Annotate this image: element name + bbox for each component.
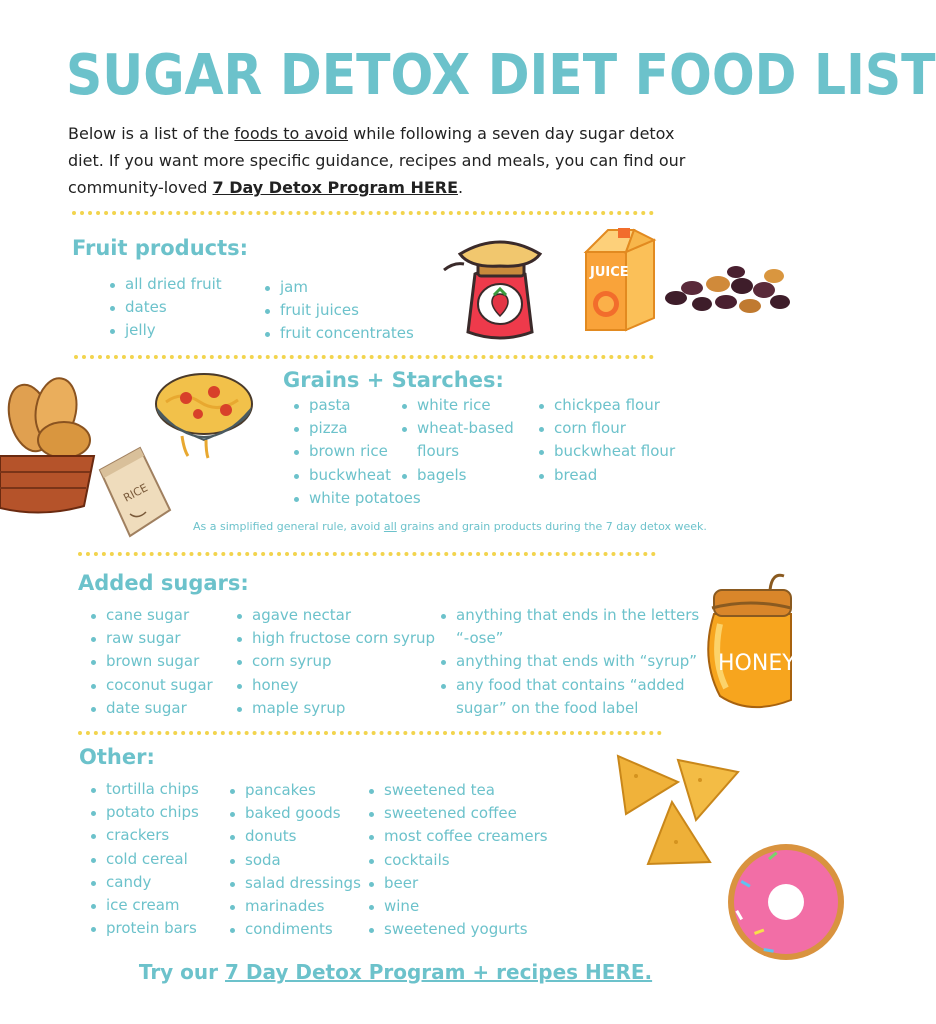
grains-note bbox=[193, 520, 707, 533]
list-item: cane sugar bbox=[89, 604, 213, 627]
list-item: beer bbox=[367, 872, 548, 895]
list-item: fruit juices bbox=[263, 299, 414, 322]
intro-text-1: Below is a list of the bbox=[68, 124, 235, 143]
added-sugars-col3 bbox=[439, 604, 699, 720]
list-item: corn syrup bbox=[235, 650, 435, 673]
list-item: condiments bbox=[228, 918, 361, 941]
intro-paragraph bbox=[68, 120, 708, 201]
divider bbox=[78, 552, 656, 556]
list-item: white potatoes bbox=[292, 487, 421, 510]
fruit-list-col1 bbox=[108, 273, 222, 343]
list-item: wheat-based bbox=[400, 417, 514, 440]
list-item: date sugar bbox=[89, 697, 213, 720]
juice-carton-icon bbox=[578, 222, 660, 334]
added-sugars-col2 bbox=[235, 604, 435, 720]
fruit-heading: Fruit products: bbox=[72, 236, 249, 260]
juice-label: JUICE bbox=[590, 265, 629, 280]
jam-jar-icon bbox=[440, 232, 560, 347]
grains-list-col3 bbox=[537, 394, 675, 487]
list-item: cocktails bbox=[367, 849, 548, 872]
list-item: sugar” on the food label bbox=[456, 698, 639, 717]
list-item: brown rice bbox=[292, 440, 421, 463]
honey-label: HONEY bbox=[718, 651, 796, 676]
divider bbox=[74, 355, 654, 359]
list-item: jam bbox=[263, 276, 414, 299]
divider bbox=[72, 211, 654, 215]
list-item: coconut sugar bbox=[89, 674, 213, 697]
list-item: corn flour bbox=[537, 417, 675, 440]
list-item: buckwheat bbox=[292, 464, 421, 487]
honey-pot-icon bbox=[700, 568, 796, 718]
added-sugars-col1 bbox=[89, 604, 213, 720]
donut-icon bbox=[724, 840, 791, 964]
grains-note-text-1: As a simplified general rule, avoid bbox=[193, 520, 384, 533]
grains-heading: Grains + Starches: bbox=[283, 368, 504, 392]
list-item: pancakes bbox=[228, 779, 361, 802]
list-item: marinades bbox=[228, 895, 361, 918]
footer-program-link[interactable]: 7 Day Detox Program + recipes HERE. bbox=[225, 960, 653, 984]
list-item: buckwheat flour bbox=[537, 440, 675, 463]
list-item: tortilla chips bbox=[89, 778, 199, 801]
other-list-col2 bbox=[228, 779, 361, 941]
grains-note-text-2: grains and grain products during the 7 day detox week. bbox=[396, 520, 707, 533]
other-list-col3 bbox=[367, 779, 548, 941]
list-item: sweetened yogurts bbox=[367, 918, 548, 941]
list-item: jelly bbox=[108, 319, 222, 342]
list-item: “-ose” bbox=[456, 629, 504, 648]
list-item: brown sugar bbox=[89, 650, 213, 673]
grains-list-col2 bbox=[400, 394, 514, 487]
list-item: cold cereal bbox=[89, 848, 199, 871]
list-item: wine bbox=[367, 895, 548, 918]
list-item: chickpea flour bbox=[537, 394, 675, 417]
list-item: raw sugar bbox=[89, 627, 213, 650]
list-item: honey bbox=[235, 674, 435, 697]
list-item: fruit concentrates bbox=[263, 322, 414, 345]
list-item: anything that ends with “syrup” bbox=[439, 650, 699, 673]
list-item: donuts bbox=[228, 825, 361, 848]
footer-text: Try our bbox=[138, 960, 225, 984]
list-item: candy bbox=[89, 871, 199, 894]
list-item: maple syrup bbox=[235, 697, 435, 720]
other-heading: Other: bbox=[79, 745, 155, 769]
raisins-icon bbox=[662, 262, 791, 320]
grains-note-emphasis: all bbox=[383, 520, 397, 533]
list-item: pizza bbox=[292, 417, 421, 440]
foods-to-avoid-link[interactable]: foods to avoid bbox=[234, 124, 349, 143]
rice-bag-icon bbox=[96, 440, 174, 542]
list-item: potato chips bbox=[89, 801, 199, 824]
list-item: salad dressings bbox=[228, 872, 361, 895]
list-item: anything that ends in the letters bbox=[439, 604, 699, 627]
list-item: most coffee creamers bbox=[367, 825, 548, 848]
list-item: white rice bbox=[400, 394, 514, 417]
list-item: crackers bbox=[89, 824, 199, 847]
page-title: SUGAR DETOX DIET FOOD LIST bbox=[66, 43, 936, 108]
detox-program-link[interactable]: 7 Day Detox Program HERE bbox=[212, 178, 459, 197]
list-item: soda bbox=[228, 849, 361, 872]
list-item: dates bbox=[108, 296, 222, 319]
intro-text-3: . bbox=[458, 178, 464, 197]
rice-label: RICE bbox=[121, 481, 150, 505]
list-item: sweetened tea bbox=[367, 779, 548, 802]
list-item: sweetened coffee bbox=[367, 802, 548, 825]
bread-basket-icon bbox=[0, 378, 100, 518]
footer-cta bbox=[0, 960, 791, 984]
list-item: bagels bbox=[400, 464, 514, 487]
list-item: high fructose corn syrup bbox=[235, 627, 435, 650]
list-item: any food that contains “added bbox=[439, 674, 699, 697]
list-item: flours bbox=[417, 442, 460, 461]
divider bbox=[78, 731, 662, 735]
list-item: protein bars bbox=[89, 917, 199, 940]
added-sugars-heading: Added sugars: bbox=[78, 571, 249, 595]
other-list-col1 bbox=[89, 778, 199, 940]
tortilla-chips-icon bbox=[612, 752, 742, 868]
intro-text-2: while following a seven day sugar detox diet. If you want more specific guidance, recipes and meals, you can find our community-loved bbox=[68, 124, 686, 197]
list-item: all dried fruit bbox=[108, 273, 222, 296]
fruit-list-col2 bbox=[263, 276, 414, 346]
list-item: ice cream bbox=[89, 894, 199, 917]
list-item: pasta bbox=[292, 394, 421, 417]
list-item: bread bbox=[537, 464, 675, 487]
list-item: baked goods bbox=[228, 802, 361, 825]
list-item: agave nectar bbox=[235, 604, 435, 627]
